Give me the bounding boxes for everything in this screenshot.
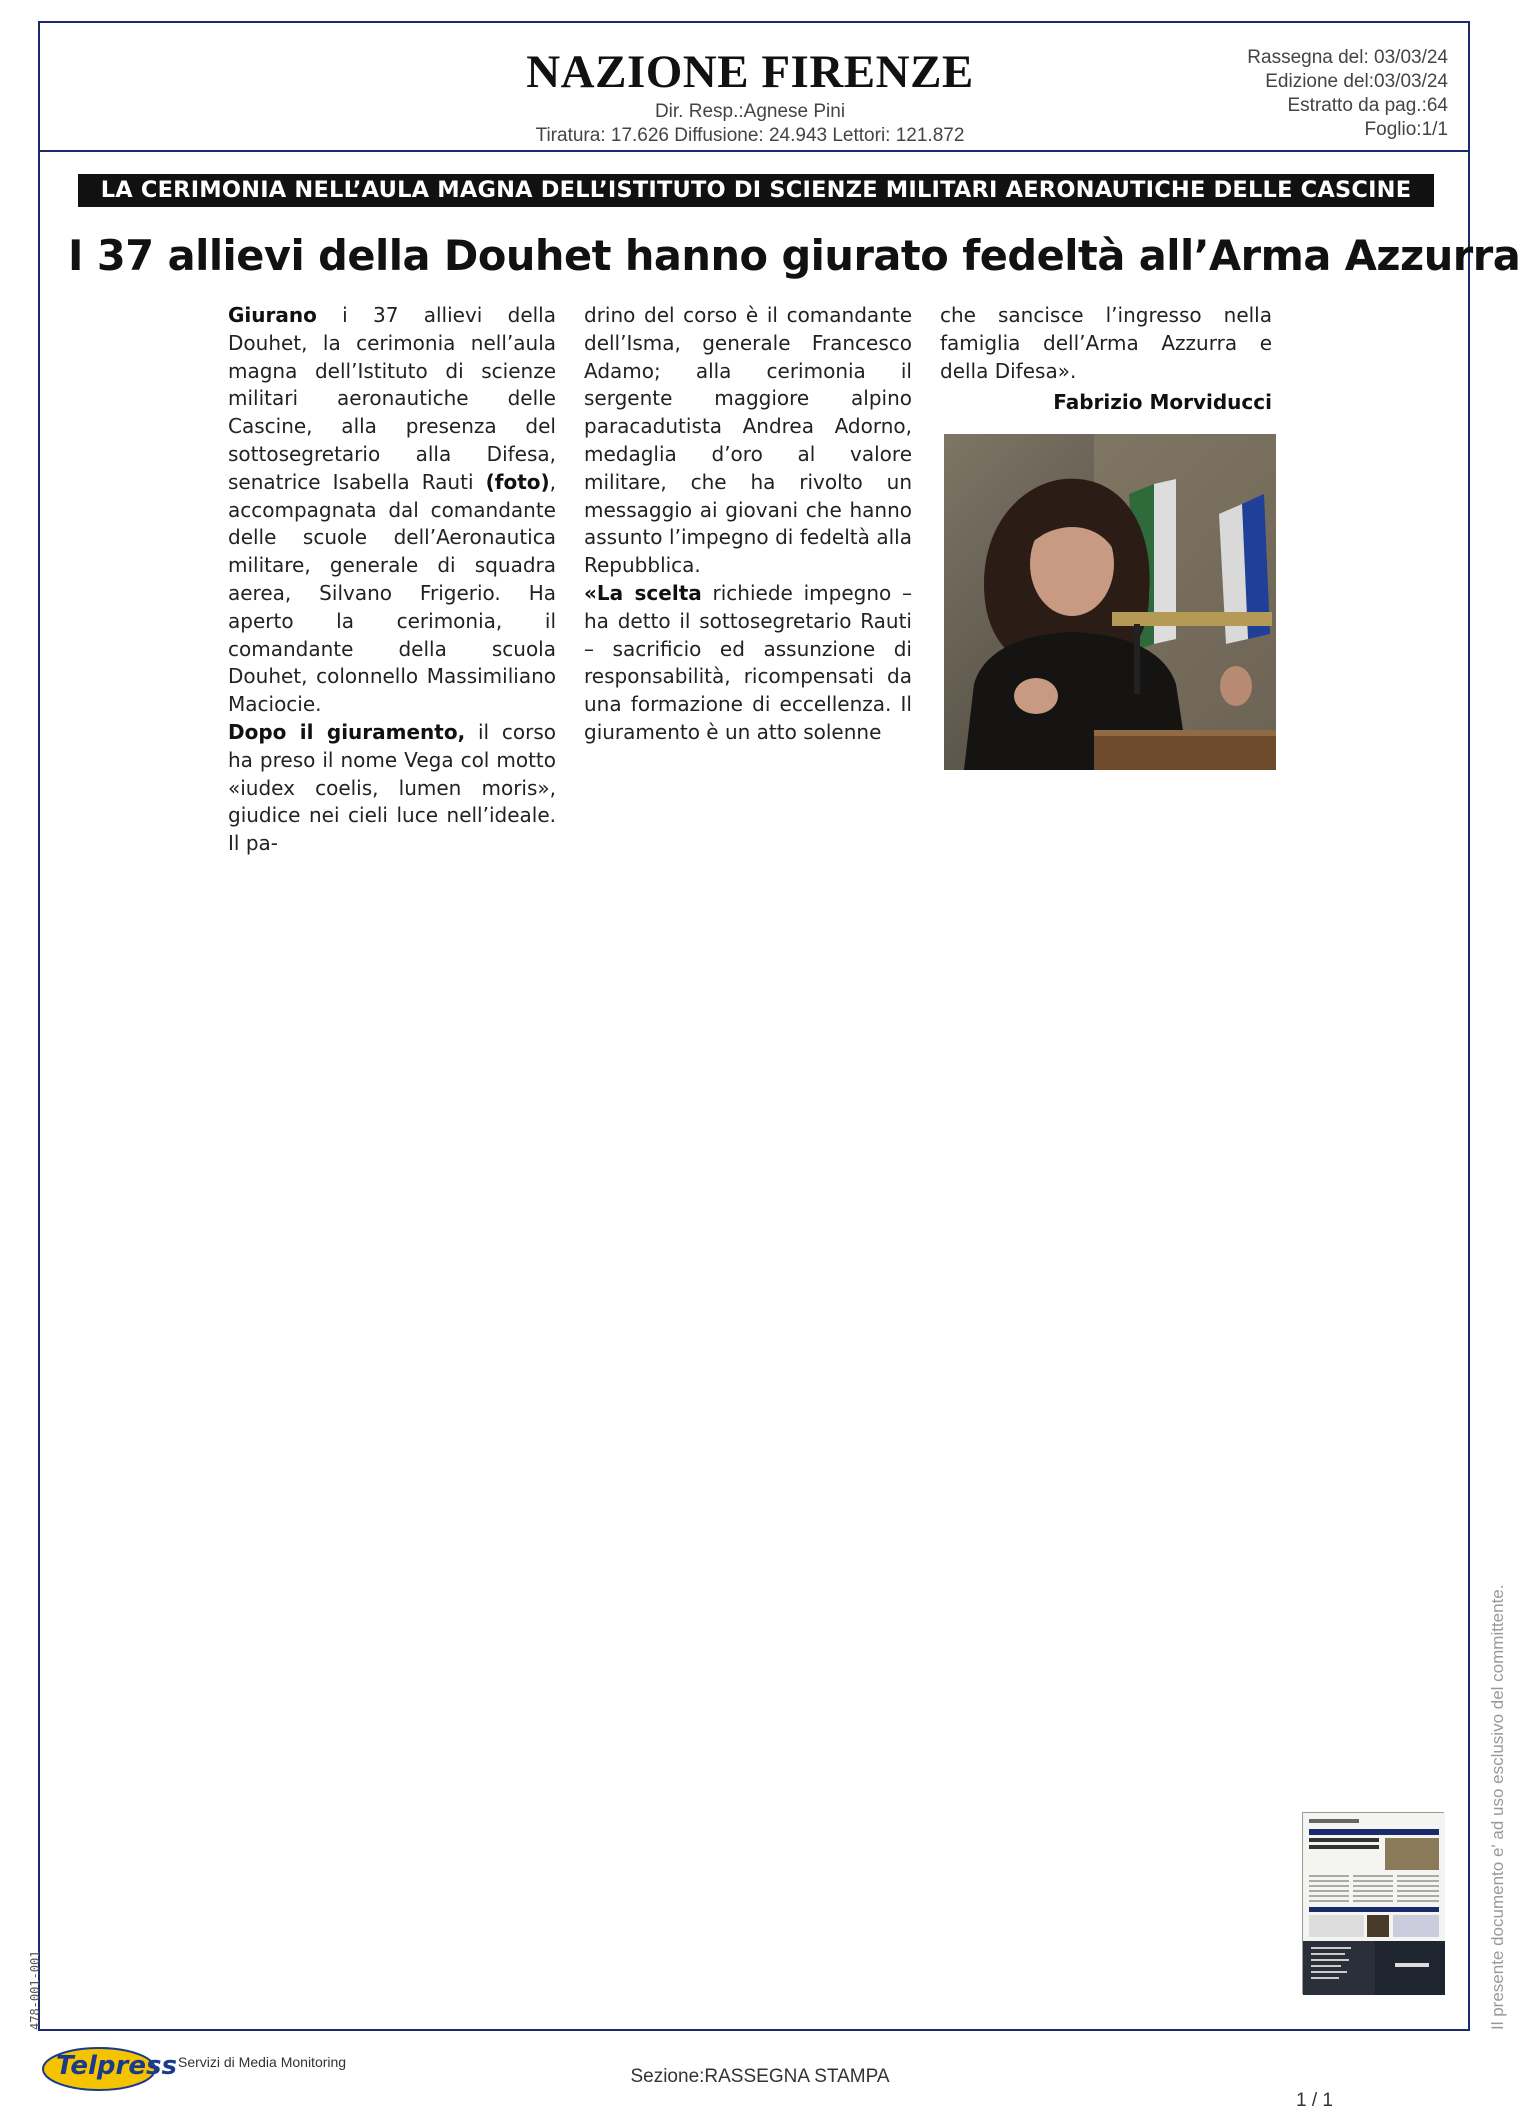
photo-ref: (foto): [485, 469, 550, 494]
rassegna-date: Rassegna del: 03/03/24: [1247, 47, 1448, 68]
body-text: che sancisce l’ingresso nella famiglia dell’Arma Azzurra e della Difesa».: [940, 303, 1272, 383]
lead-word: Giurano: [228, 303, 317, 327]
article-column-1: [228, 302, 556, 858]
paragraph: [228, 719, 556, 858]
exclusive-use-notice: Il presente documento e' ad uso esclusivo del committente.: [1488, 1584, 1507, 2030]
sheet-number: Foglio:1/1: [1364, 119, 1448, 140]
paragraph: [228, 302, 556, 719]
lead-phrase: «La scelta: [584, 580, 702, 605]
body-text: i 37 allievi della Douhet, la cerimonia nell’aula magna dell’Istituto di scienze militari aeronautiche delle Cascine, alla presenza del sottosegretario alla Difesa, senatrice Isabella Rauti: [228, 303, 556, 494]
section-label: Sezione:RASSEGNA STAMPA: [630, 2066, 890, 2087]
body-text: richiede impegno – ha detto il sottosegretario Rauti – sacrificio ed assunzione di responsabilità, ricompensati da una formazione di eccellenza. Il giuramento è un atto solenne: [584, 580, 913, 744]
body-text: drino del corso è il comandante dell’Isma, generale Francesco Adamo; alla cerimonia il sergente maggiore alpino paracadutista Andrea Adorno, medaglia d’oro al valore militare, che ha rivolto un messaggio ai giovani che hanno assunto l’impegno di fedeltà alla Repubblica.: [584, 303, 912, 578]
paragraph: [584, 580, 912, 747]
page-number: 1 / 1: [1296, 2090, 1333, 2111]
author-byline: Fabrizio Morviducci: [1053, 390, 1272, 415]
body-text: , accompagnata dal comandante delle scuole dell’Aeronautica militare, generale di squadra aerea, Silvano Frigerio. Ha aperto la cerimonia, il comandante della scuola Douhet, colonnello Massimiliano Maciocie.: [228, 469, 556, 717]
paragraph: [940, 302, 1272, 385]
extract-page: Estratto da pag.:64: [1287, 95, 1448, 116]
document-code: 478-001-001: [28, 1950, 42, 2030]
article-photo: [944, 434, 1276, 770]
body-text: il corso ha preso il nome Vega col motto «iudex coelis, lumen moris», giudice nei cieli luce nell’ideale. Il pa-: [228, 719, 556, 856]
masthead: [430, 44, 1070, 148]
paragraph: [584, 302, 912, 580]
thumbnail-preview: [1303, 1813, 1445, 1995]
edition-date: Edizione del:03/03/24: [1265, 71, 1448, 92]
service-label: Servizi di Media Monitoring: [178, 2054, 347, 2070]
newspaper-title: NAZIONE FIRENZE: [526, 46, 974, 98]
circulation-stats: Tiratura: 17.626 Diffusione: 24.943 Lettori: 121.872: [535, 125, 965, 146]
header-divider: [38, 150, 1470, 152]
director-line: Dir. Resp.:Agnese Pini: [654, 101, 846, 122]
article-kicker: LA CERIMONIA NELL’AULA MAGNA DELL’ISTITUTO DI SCIENZE MILITARI AERONAUTICHE DELLE CASCINE: [78, 174, 1434, 207]
logo-wordmark: Telpress: [56, 2051, 177, 2081]
article-headline: I 37 allievi della Douhet hanno giurato fedeltà all’Arma Azzurra: [68, 231, 1520, 280]
article-column-2: [584, 302, 912, 747]
press-review-meta: [1247, 46, 1448, 142]
lead-phrase: Dopo il giuramento,: [228, 719, 466, 744]
telpress-logo: [40, 2043, 177, 2095]
article-column-3: [940, 302, 1272, 417]
page-thumbnail[interactable]: [1302, 1812, 1444, 1994]
photo-illustration: [944, 434, 1276, 770]
